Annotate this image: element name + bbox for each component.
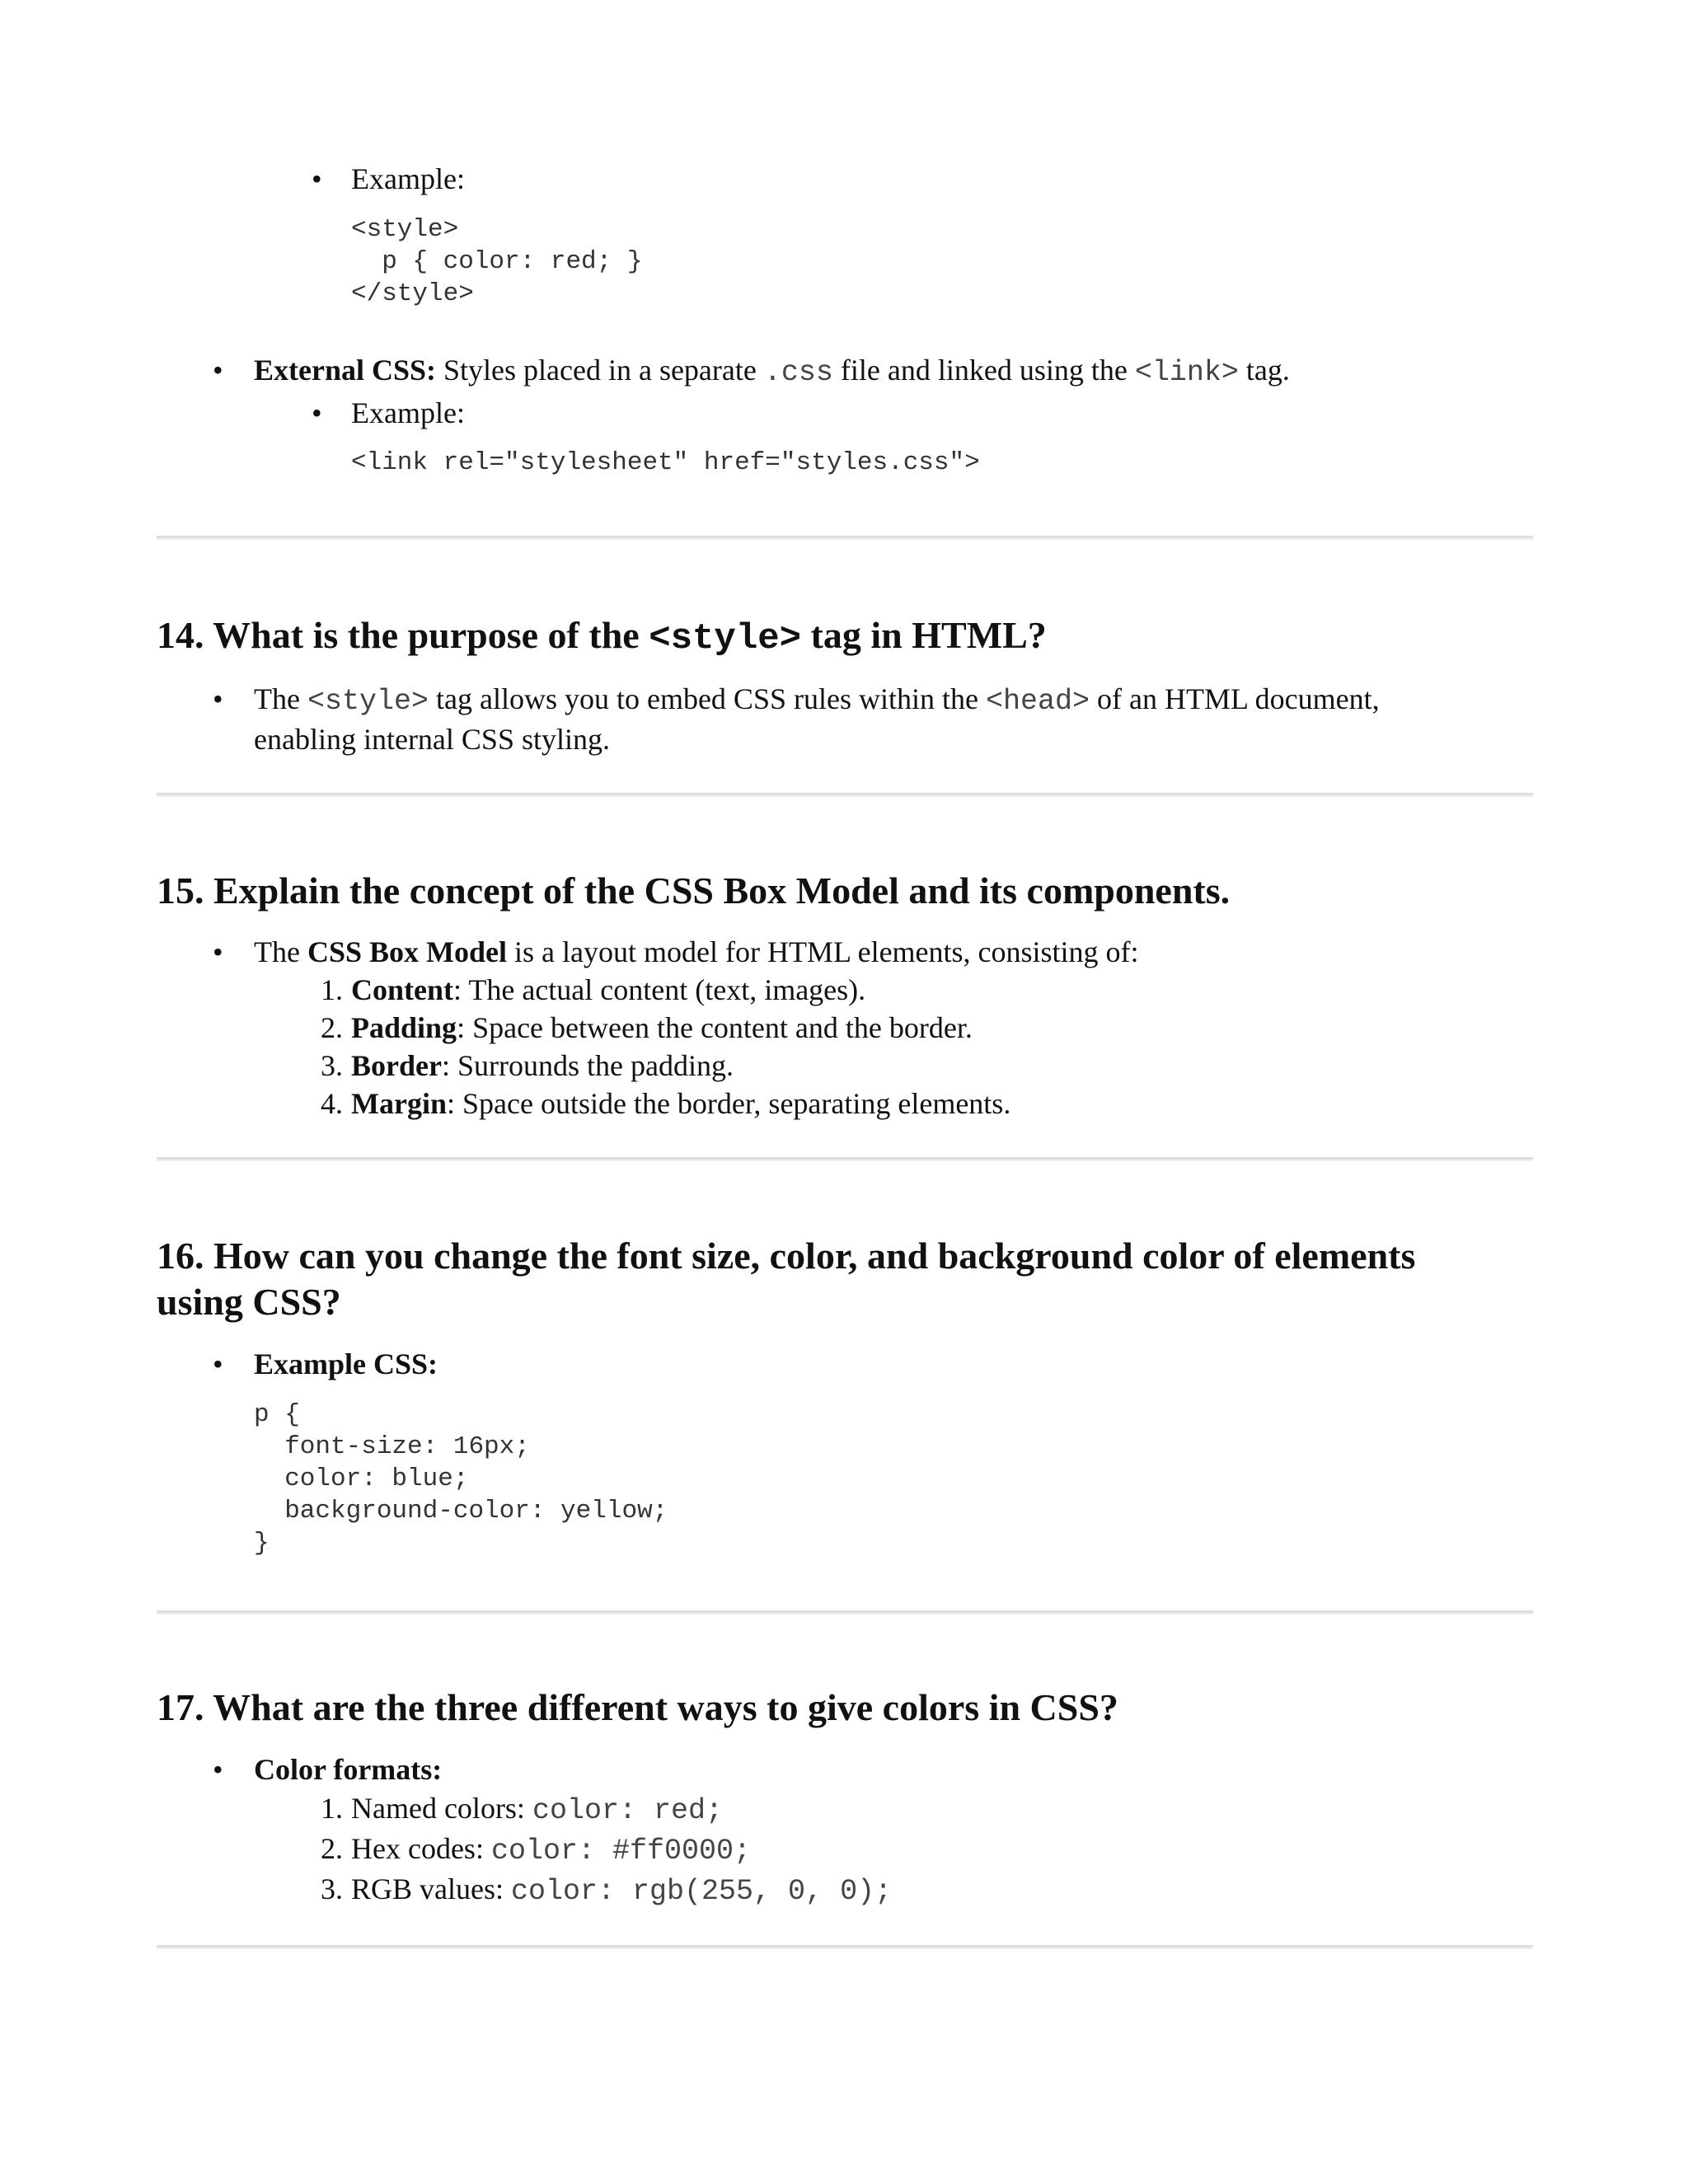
question-14-answer-line1 — [254, 680, 1380, 720]
question-14-title — [157, 612, 1047, 662]
list-item — [307, 1830, 751, 1870]
external-css-term: External CSS: — [254, 354, 437, 387]
question-14-answer-line2: enabling internal CSS styling. — [254, 723, 610, 756]
divider — [157, 1945, 1533, 1949]
list-number: 4. — [321, 1087, 343, 1120]
text-span: file and linked using the — [832, 354, 1135, 387]
divider — [157, 793, 1533, 797]
list-text: RGB values: — [351, 1872, 511, 1905]
bullet-icon: • — [213, 682, 223, 715]
bullet-icon: • — [213, 354, 223, 387]
question-17-title: 17. What are the three different ways to give colors in CSS? — [157, 1686, 1118, 1728]
list-term: Padding — [351, 1011, 457, 1044]
bullet-icon: • — [312, 396, 322, 429]
code-line: <link rel="stylesheet" href="styles.css"> — [351, 448, 980, 477]
question-16-title-line1: 16. How can you change the font size, color, and background color of elements — [157, 1235, 1416, 1277]
text-span: tag. — [1238, 354, 1290, 387]
list-desc: : The actual content (text, images). — [453, 973, 866, 1006]
example-label: Example: — [351, 396, 465, 429]
list-term: Content — [351, 973, 453, 1006]
color-formats-label — [254, 1750, 442, 1788]
question-15-title: 15. Explain the concept of the CSS Box Model and its components. — [157, 869, 1231, 912]
inline-code: .css — [763, 356, 833, 389]
divider — [157, 1610, 1533, 1615]
question-15-intro — [254, 933, 1139, 971]
code-line: color: blue; — [254, 1465, 469, 1493]
list-item — [307, 1047, 734, 1085]
list-number: 3. — [321, 1049, 343, 1082]
divider — [157, 536, 1533, 540]
bold-term: CSS Box Model — [307, 935, 508, 968]
bullet-icon: • — [312, 162, 322, 195]
example-label: Example: — [351, 162, 465, 195]
code-line: font-size: 16px; — [254, 1432, 530, 1461]
text-span: tag in HTML? — [801, 614, 1047, 656]
inline-code: color: red; — [532, 1794, 723, 1827]
code-line: <style> — [351, 215, 459, 244]
code-line: } — [254, 1529, 270, 1558]
list-term: Margin — [351, 1087, 447, 1120]
example-css-label — [254, 1345, 438, 1383]
bullet-icon: • — [213, 1753, 223, 1786]
list-desc: : Surrounds the padding. — [441, 1049, 734, 1082]
list-text: Named colors: — [351, 1792, 532, 1825]
list-item — [307, 1789, 723, 1830]
list-number: 1. — [321, 973, 343, 1006]
inline-code: color: #ff0000; — [490, 1835, 752, 1868]
list-number: 2. — [321, 1832, 343, 1865]
text-span: 14. What is the purpose of the — [157, 614, 649, 656]
text-span: is a layout model for HTML elements, consisting of: — [507, 935, 1139, 968]
list-desc: : Space outside the border, separating elements. — [446, 1087, 1011, 1120]
inline-code: <style> — [307, 685, 429, 718]
text-span: Styles placed in a separate — [436, 354, 764, 387]
list-item — [307, 1009, 973, 1047]
text-span: The — [254, 682, 307, 715]
code-line: </style> — [351, 279, 474, 308]
bold-term: Color formats: — [254, 1753, 443, 1786]
question-16-title-line2: using CSS? — [157, 1281, 341, 1323]
bold-term: Example CSS: — [254, 1347, 438, 1380]
inline-code: <style> — [649, 618, 802, 659]
list-number: 3. — [321, 1872, 343, 1905]
divider — [157, 1157, 1533, 1161]
list-number: 1. — [321, 1792, 343, 1825]
inline-code: <head> — [985, 685, 1090, 718]
code-line: p { color: red; } — [351, 247, 643, 276]
list-text: Hex codes: — [351, 1832, 491, 1865]
inline-code: <link> — [1134, 356, 1239, 389]
text-span: of an HTML document, — [1089, 682, 1380, 715]
list-item — [307, 1085, 1010, 1122]
list-term: Border — [351, 1049, 442, 1082]
code-line: background-color: yellow; — [254, 1497, 668, 1526]
code-line: p { — [254, 1400, 300, 1429]
bullet-icon: • — [213, 1347, 223, 1380]
inline-code: color: rgb(255, 0, 0); — [511, 1875, 893, 1908]
list-number: 2. — [321, 1011, 343, 1044]
text-span: The — [254, 935, 307, 968]
list-item — [307, 1870, 892, 1910]
text-span: tag allows you to embed CSS rules within the — [429, 682, 986, 715]
list-item — [307, 971, 865, 1009]
bullet-icon: • — [213, 935, 223, 968]
external-css-item — [254, 351, 1290, 391]
list-desc: : Space between the content and the border. — [457, 1011, 973, 1044]
